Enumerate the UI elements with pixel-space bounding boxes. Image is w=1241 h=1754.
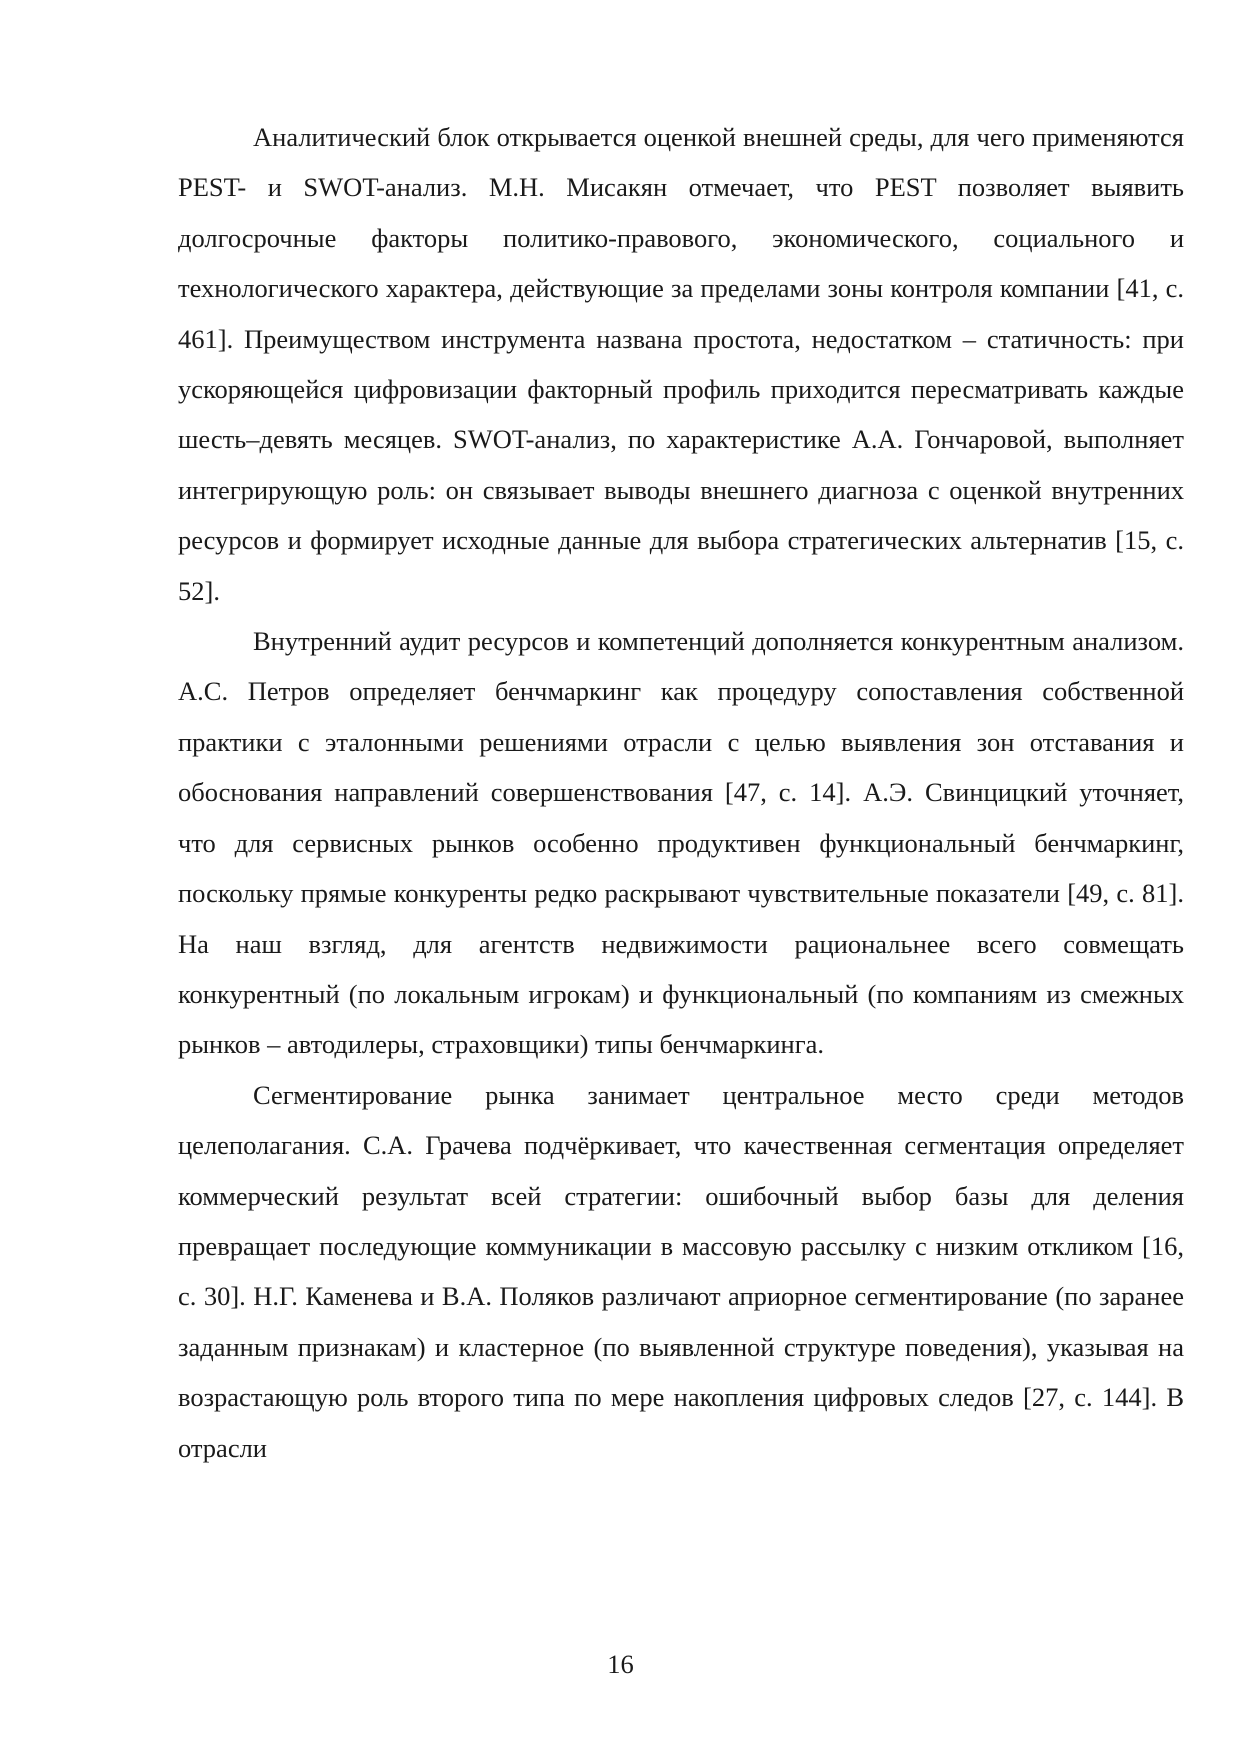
page-number: 16 [607, 1649, 634, 1679]
paragraph-3: Сегментирование рынка занимает центральное место среди методов целеполагания. С.А. Грачева подчёркивает, что качественная сегментация определяет коммерческий результат всей стратегии: ошибочный выбор базы для деления превращает последующие коммуникации в массовую рассылку с низким откликом [16, с. 30]. Н.Г. Каменева и В.А. Поляков различают априорное сегментирование (по заранее заданным признакам) и кластерное (по выявленной структуре поведения), указывая на возрастающую роль второго типа по мере накопления цифровых следов [27, с. 144]. В отрасли [178, 1079, 1184, 1463]
paragraph-2: Внутренний аудит ресурсов и компетенций дополняется конкурентным анализом. А.С. Петров определяет бенчмаркинг как процедуру сопоставления собственной практики с эталонными решениями отрасли с целью выявления зон отставания и обоснования направлений совершенствования [47, с. 14]. А.Э. Свинцицкий уточняет, что для сервисных рынков особенно продуктивен функциональный бенчмаркинг, поскольку прямые конкуренты редко раскрывают чувствительные показатели [49, с. 81]. На наш взгляд, для агентств недвижимости рациональнее всего совмещать конкурентный (по локальным игрокам) и функциональный (по компаниям из смежных рынков – автодилеры, страховщики) типы бенчмаркинга. [178, 626, 1184, 1060]
body-text [178, 112, 1184, 1473]
paragraph-1: Аналитический блок открывается оценкой внешней среды, для чего применяются PEST- и SWOT-анализ. М.Н. Мисакян отмечает, что PEST позволяет выявить долгосрочные факторы политико-правового, экономического, социального и технологического характера, действующие за пределами зоны контроля компании [41, с. 461]. Преимуществом инструмента названа простота, недостатком – статичность: при ускоряющейся цифровизации факторный профиль приходится пересматривать каждые шесть–девять месяцев. SWOT-анализ, по характеристике А.А. Гончаровой, выполняет интегрирующую роль: он связывает выводы внешнего диагноза с оценкой внутренних ресурсов и формирует исходные данные для выбора стратегических альтернатив [15, с. 52]. [178, 122, 1184, 606]
